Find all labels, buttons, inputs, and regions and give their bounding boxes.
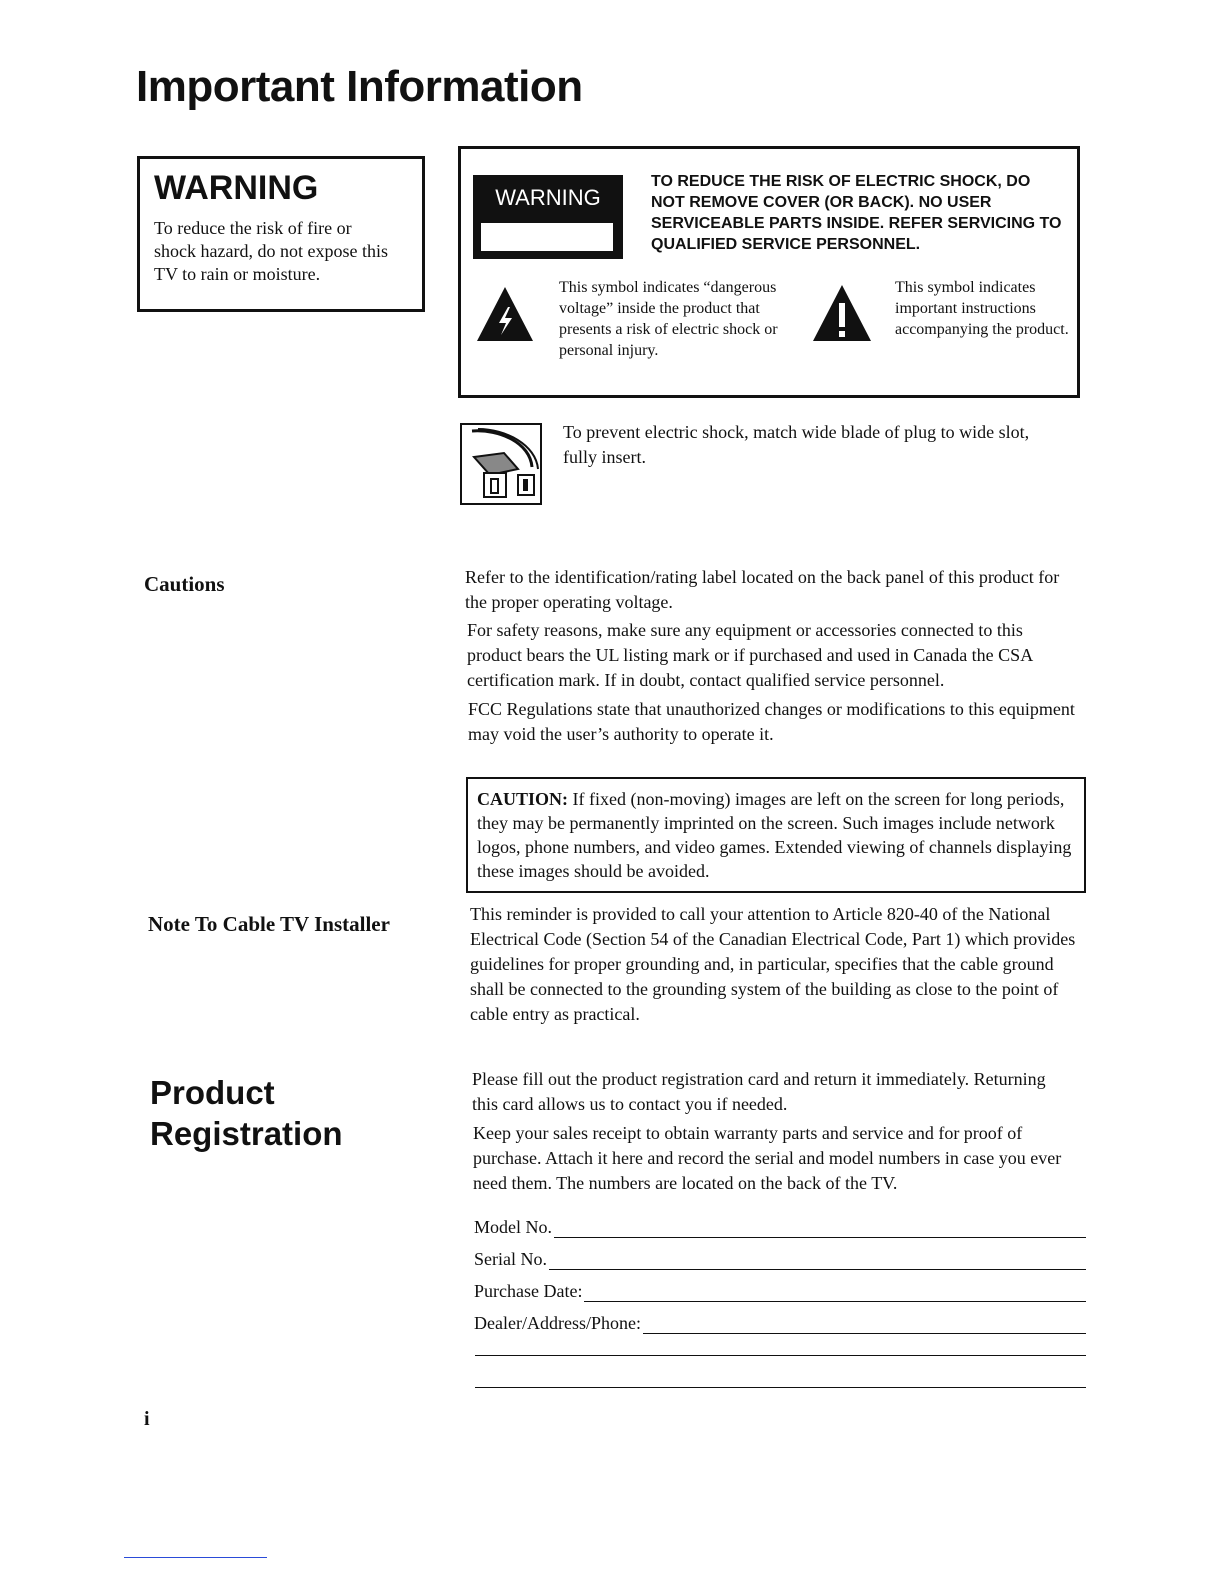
warning-label-strip xyxy=(481,223,613,251)
page-number: i xyxy=(144,1408,150,1430)
product-registration-heading: Product Registration xyxy=(150,1074,343,1152)
extra-line-2[interactable] xyxy=(475,1387,1086,1388)
warning-heading: WARNING xyxy=(154,169,319,207)
dealer-address-phone-line[interactable] xyxy=(643,1313,1086,1334)
cautions-heading: Cautions xyxy=(144,572,225,596)
caution-label: CAUTION: xyxy=(477,789,569,809)
dealer-address-phone-field[interactable] xyxy=(474,1310,1086,1334)
caution-box-text xyxy=(477,787,1077,883)
registration-paragraph-receipt: Keep your sales receipt to obtain warranty parts and service and for proof of purchase. Attach it here and record the serial and model numbers in case you ever need them. The numbers are located on the back of the TV. xyxy=(473,1123,1062,1193)
model-number-field[interactable] xyxy=(474,1214,1086,1238)
danger-symbol-text: This symbol indicates “dangerous voltage” inside the product that presents a risk of electric shock or personal injury. xyxy=(559,279,778,359)
shock-warning-text: TO REDUCE THE RISK OF ELECTRIC SHOCK, DO NOT REMOVE COVER (OR BACK). NO USER SERVICEABLE PARTS INSIDE. REFER SERVICING TO QUALIFIED SERVICE PERSONNEL. xyxy=(651,173,1062,253)
caution-paragraph-safety: For safety reasons, make sure any equipment or accessories connected to this product bears the UL listing mark or if purchased and used in Canada the CSA certification mark. If in doubt, contact qualified service personnel. xyxy=(467,620,1033,690)
page-title: Important Information xyxy=(136,62,583,111)
caution-paragraph-fcc: FCC Regulations state that unauthorized changes or modifications to this equipment may void the user’s authority to operate it. xyxy=(468,699,1075,744)
warning-label-text: WARNING xyxy=(495,185,601,210)
exclamation-triangle-icon xyxy=(811,283,873,343)
attention-symbol-text: This symbol indicates important instructions accompanying the product. xyxy=(895,279,1069,338)
caution-paragraph-voltage: Refer to the identification/rating label located on the back panel of this product for the proper operating voltage. xyxy=(465,567,1060,612)
registration-paragraph-card: Please fill out the product registration card and return it immediately. Returning this card allows us to contact you if needed. xyxy=(472,1069,1046,1114)
model-number-line[interactable] xyxy=(554,1217,1086,1238)
caution-box-body: If fixed (non-moving) images are left on the screen for long periods, they may be permanently imprinted on the screen. Such images include network logos, phone numbers, and video games. Extended viewing of channels displaying these images should be avoided. xyxy=(477,789,1072,881)
polarized-plug-icon xyxy=(460,423,542,505)
plug-instruction-text: To prevent electric shock, match wide blade of plug to wide slot, fully insert. xyxy=(563,422,1030,467)
fire-shock-warning-box xyxy=(137,156,425,312)
warning-label-plate xyxy=(473,175,623,259)
dealer-address-phone-label: Dealer/Address/Phone: xyxy=(474,1313,641,1333)
purchase-date-field[interactable] xyxy=(474,1278,1086,1302)
purchase-date-line[interactable] xyxy=(584,1281,1086,1302)
cable-installer-text: This reminder is provided to call your attention to Article 820-40 of the National Electrical Code (Section 54 of the Canadian Electrical Code, Part 1) which provides guidelines for proper grounding and, in particular, specifies that the cable ground shall be connected to the grounding system of the building as close to the point of cable entry as practical. xyxy=(470,904,1076,1024)
electric-shock-warning-box xyxy=(458,146,1080,398)
footer-rule xyxy=(124,1557,267,1558)
warning-text: To reduce the risk of fire or shock hazard, do not expose this TV to rain or moisture. xyxy=(154,218,388,284)
extra-line-1[interactable] xyxy=(475,1355,1086,1356)
purchase-date-label: Purchase Date: xyxy=(474,1281,583,1301)
cable-installer-heading: Note To Cable TV Installer xyxy=(148,912,390,936)
screen-imprint-caution-box xyxy=(466,777,1086,893)
serial-number-line[interactable] xyxy=(549,1249,1086,1270)
serial-number-label: Serial No. xyxy=(474,1249,547,1269)
serial-number-field[interactable] xyxy=(474,1246,1086,1270)
model-number-label: Model No. xyxy=(474,1217,552,1237)
lightning-triangle-icon xyxy=(475,285,535,343)
